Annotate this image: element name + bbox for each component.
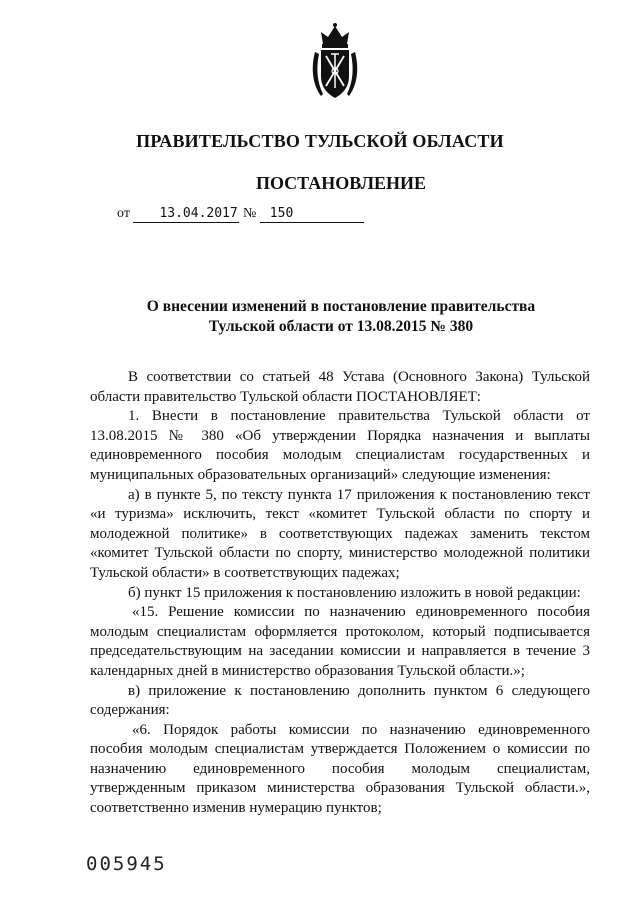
government-name: ПРАВИТЕЛЬСТВО ТУЛЬСКОЙ ОБЛАСТИ <box>136 131 504 151</box>
date-prefix: от <box>117 206 130 221</box>
paragraph-subitem-v: в) приложение к постановлению дополнить пунктом 6 следующего содержания: <box>90 682 590 719</box>
number-prefix: № <box>242 206 257 221</box>
date-number-line <box>117 206 364 223</box>
coat-of-arms-icon <box>309 22 361 102</box>
serial-number: 005945 <box>86 853 167 875</box>
title-line-1: О внесении изменений в постановление правительства <box>146 298 536 315</box>
paragraph-quote-6: «6. Порядок работы комиссии по назначению единовременного пособия молодым специалистам утверждается Положением о комиссии по назначению единовременного пособия молодым специалистам, утвержденным приказом министерства образования Тульской области.», соответственно изменив нумерацию пунктов; <box>90 721 590 817</box>
document-body <box>90 368 590 819</box>
paragraph-subitem-b: б) пункт 15 приложения к постановлению изложить в новой редакции: <box>128 584 581 601</box>
document-type: ПОСТАНОВЛЕНИЕ <box>255 173 427 193</box>
title-line-2: Тульской области от 13.08.2015 № 380 <box>208 318 474 335</box>
paragraph-quote-15: «15. Решение комиссии по назначению единовременного пособия молодым специалистам оформляется протоколом, который подписывается председательствующим на заседании комиссии и направляется в течение 3 календарных дней в министерство образования Тульской области.»; <box>90 604 590 679</box>
paragraph-subitem-a: а) в пункте 5, по тексту пункта 17 приложения к постановлению текст «и туризма» исключить, текст «комитет Тульской области по спорту и молодежной политике» в соответствующих падежах заменить текстом «комитет Тульской области по спорту, министерство молодежной политики Тульской области» в соответствующих падежах; <box>90 486 590 581</box>
paragraph-item-1: 1. Внести в постановление правительства Тульской области от 13.08.2015 № 380 «Об утверждении Порядка назначения и выплаты единовременного пособия молодым специалистам государственных и муниципальных образовательных организаций» следующие изменения: <box>90 408 590 483</box>
document-title <box>0 297 640 337</box>
document-date: 13.04.2017 <box>133 206 239 223</box>
paragraph-preamble: В соответствии со статьей 48 Устава (Основного Закона) Тульской области правительство Тульской области ПОСТАНОВЛЯЕТ: <box>90 369 590 405</box>
document-number: 150 <box>260 206 364 223</box>
